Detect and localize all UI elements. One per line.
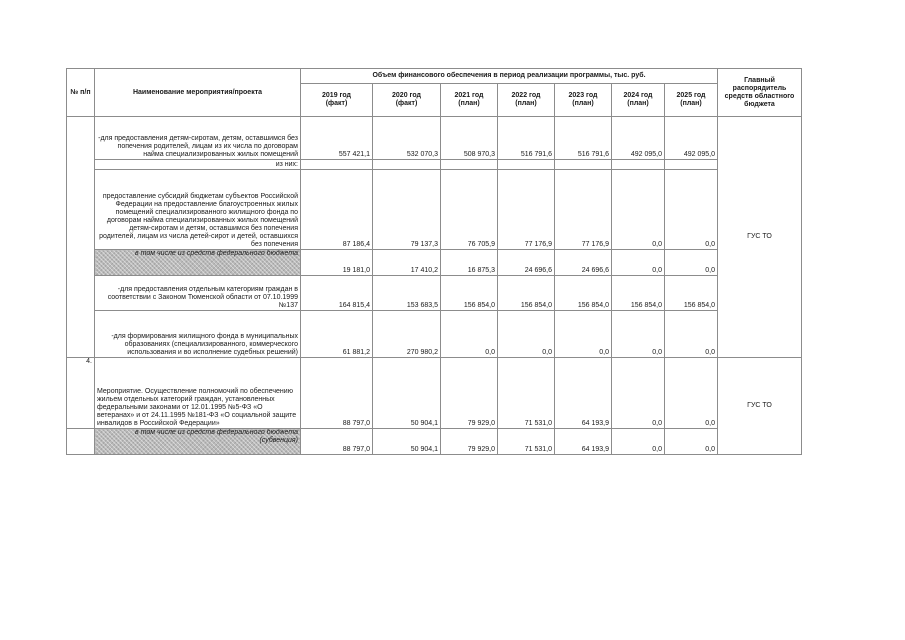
table-row — [67, 250, 802, 276]
row-name: -для предоставления детям-сиротам, детям, оставшимся без попечения родителей, лицам из их числа по договорам найма специализированных жилых помещений — [95, 117, 301, 160]
header-name: Наименование мероприятия/проекта — [95, 69, 301, 117]
cell-value: 492 095,0 — [612, 117, 665, 160]
cell-value: 19 181,0 — [301, 250, 373, 276]
cell-value: 0,0 — [612, 358, 665, 429]
cell-value: 0,0 — [612, 250, 665, 276]
cell-value: 0,0 — [665, 170, 718, 250]
cell-value: 16 875,3 — [441, 250, 498, 276]
row-name: в том числе из средств федерального бюджета — [95, 250, 301, 276]
cell-value: 71 531,0 — [498, 358, 555, 429]
cell-value — [301, 160, 373, 170]
cell-value: 88 797,0 — [301, 358, 373, 429]
cell-value — [555, 160, 612, 170]
cell-value: 0,0 — [665, 358, 718, 429]
cell-value: 0,0 — [612, 429, 665, 455]
cell-value: 0,0 — [498, 311, 555, 358]
row-name: Мероприятие. Осуществление полномочий по обеспечению жильем отдельных категорий граждан, установленных федеральными законами от 12.01.1995 №5-ФЗ «О ветеранах» и от 24.11.1995 №181-ФЗ «О социальной защите инвалидов в Российской Федерации» — [95, 358, 301, 429]
cell-value: 557 421,1 — [301, 117, 373, 160]
cell-value: 0,0 — [665, 311, 718, 358]
row-name: -для предоставления отдельным категориям граждан в соответствии с Законом Тюменской области от 07.10.1999 №137 — [95, 276, 301, 311]
cell-value: 64 193,9 — [555, 358, 612, 429]
cell-value: 156 854,0 — [612, 276, 665, 311]
header-year-2023: 2023 год (план) — [555, 84, 612, 117]
cell-value — [373, 160, 441, 170]
cell-value: 24 696,6 — [498, 250, 555, 276]
cell-value: 0,0 — [612, 311, 665, 358]
cell-value: 156 854,0 — [665, 276, 718, 311]
cell-value: 79 929,0 — [441, 358, 498, 429]
cell-value: 0,0 — [612, 170, 665, 250]
row-number: 4. — [67, 358, 95, 429]
cell-value: 77 176,9 — [555, 170, 612, 250]
cell-value: 164 815,4 — [301, 276, 373, 311]
cell-value — [612, 160, 665, 170]
cell-value: 153 683,5 — [373, 276, 441, 311]
cell-value: 79 137,3 — [373, 170, 441, 250]
header-year-2025: 2025 год (план) — [665, 84, 718, 117]
cell-value: 0,0 — [555, 311, 612, 358]
header-funding: Объем финансового обеспечения в период реализации программы, тыс. руб. — [301, 69, 718, 84]
table-row — [67, 276, 802, 311]
table-row — [67, 358, 802, 429]
header-nn: № п/п — [67, 69, 95, 117]
funding-table — [66, 68, 802, 455]
cell-value: 24 696,6 — [555, 250, 612, 276]
cell-value: 156 854,0 — [441, 276, 498, 311]
table-row — [67, 160, 802, 170]
manager-cell: ГУС ТО — [718, 117, 802, 358]
table-row — [67, 429, 802, 455]
row-name: из них: — [95, 160, 301, 170]
cell-value: 76 705,9 — [441, 170, 498, 250]
cell-value: 17 410,2 — [373, 250, 441, 276]
row-nn-empty — [67, 429, 95, 455]
cell-value: 156 854,0 — [555, 276, 612, 311]
header-year-2024: 2024 год (план) — [612, 84, 665, 117]
cell-value: 516 791,6 — [498, 117, 555, 160]
cell-value: 532 070,3 — [373, 117, 441, 160]
row-name: в том числе из средств федерального бюджета (субвенция) — [95, 429, 301, 455]
cell-value: 508 970,3 — [441, 117, 498, 160]
table-row — [67, 117, 802, 160]
cell-value: 77 176,9 — [498, 170, 555, 250]
cell-value: 0,0 — [441, 311, 498, 358]
cell-value: 79 929,0 — [441, 429, 498, 455]
cell-value: 0,0 — [665, 250, 718, 276]
cell-value: 50 904,1 — [373, 358, 441, 429]
row-nn-empty — [67, 117, 95, 358]
header-year-2022: 2022 год (план) — [498, 84, 555, 117]
cell-value: 64 193,9 — [555, 429, 612, 455]
header-year-2021: 2021 год (план) — [441, 84, 498, 117]
cell-value: 516 791,6 — [555, 117, 612, 160]
cell-value — [665, 160, 718, 170]
header-year-2019: 2019 год (факт) — [301, 84, 373, 117]
cell-value: 71 531,0 — [498, 429, 555, 455]
cell-value — [441, 160, 498, 170]
cell-value: 87 186,4 — [301, 170, 373, 250]
header-year-2020: 2020 год (факт) — [373, 84, 441, 117]
table-row — [67, 170, 802, 250]
cell-value: 0,0 — [665, 429, 718, 455]
cell-value: 61 881,2 — [301, 311, 373, 358]
cell-value: 88 797,0 — [301, 429, 373, 455]
cell-value: 270 980,2 — [373, 311, 441, 358]
manager-cell: ГУС ТО — [718, 358, 802, 455]
cell-value: 492 095,0 — [665, 117, 718, 160]
cell-value — [498, 160, 555, 170]
row-name: -для формирования жилищного фонда в муниципальных образованиях (специализированного, коммерческого использования и во исполнение судебных решений) — [95, 311, 301, 358]
cell-value: 50 904,1 — [373, 429, 441, 455]
row-name: предоставление субсидий бюджетам субъектов Российской Федерации на предоставление благоустроенных жилых помещений специализированного жилищного фонда по договорам найма специализированных жилых помещений детям-сиротам и детям, оставшимся без попечения родителей, лицам из числа детей-сирот и детей, оставшихся без попечения — [95, 170, 301, 250]
header-manager: Главный распорядитель средств областного бюджета — [718, 69, 802, 117]
cell-value: 156 854,0 — [498, 276, 555, 311]
table-row — [67, 311, 802, 358]
